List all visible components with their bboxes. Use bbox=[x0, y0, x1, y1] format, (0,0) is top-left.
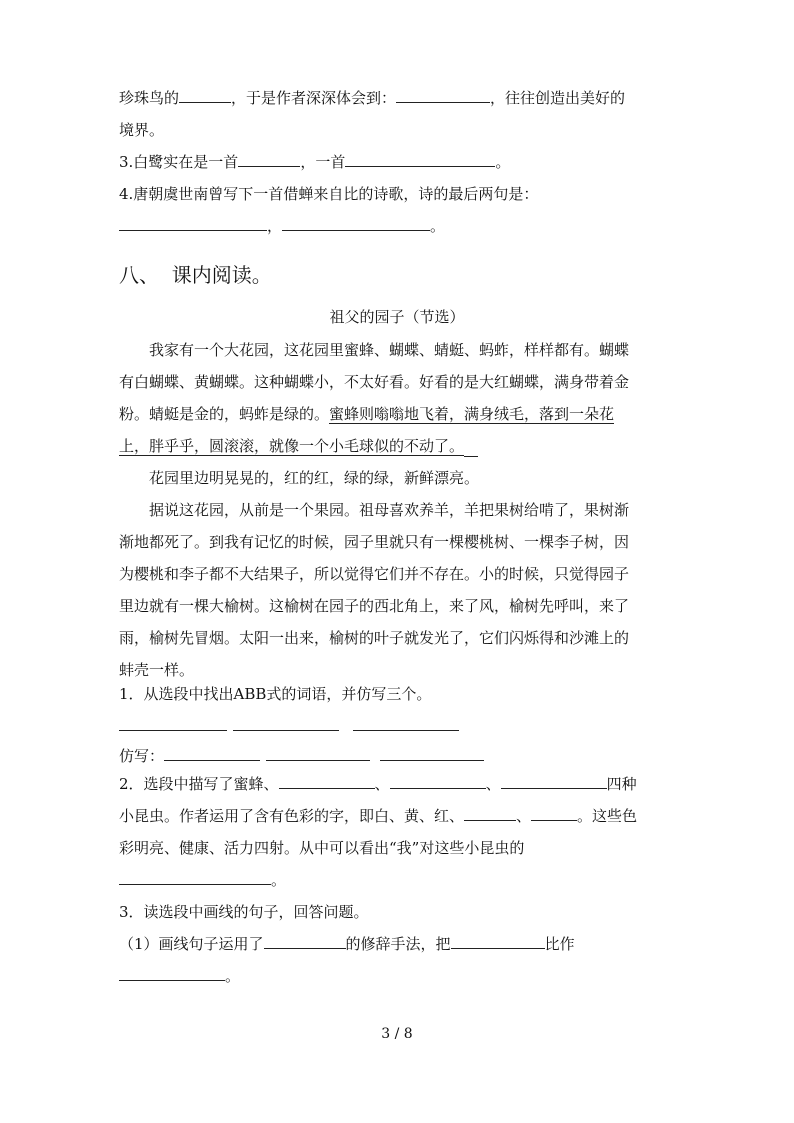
answer-blank[interactable] bbox=[119, 870, 271, 885]
passage-line: 蚌壳一样。 bbox=[119, 661, 195, 679]
passage-line: 我家有一个大花园，这花园里蜜蜂、蝴蝶、蜻蜓、蚂蚱，样样都有。蝴蝶 bbox=[149, 341, 630, 359]
text-segment: 小昆虫。作者运用了含有色彩的字，即白、黄、红、 bbox=[119, 807, 465, 825]
passage-line: 雨，榆树先冒烟。太阳一出来，榆树的叶子就发光了，它们闪烁得和沙滩上的 bbox=[119, 629, 630, 647]
text-segment: 珍珠鸟的 bbox=[119, 89, 180, 107]
q1-imitate-line bbox=[119, 746, 484, 766]
text-segment: （1）画线句子运用了 bbox=[119, 935, 264, 953]
text-segment: 比作 bbox=[544, 935, 575, 953]
passage-line bbox=[119, 404, 614, 424]
q2-answer-line bbox=[119, 870, 286, 890]
underlined-sentence: 上，胖乎乎，圆滚滚，就像一个小毛球似的不动了。 bbox=[119, 437, 465, 455]
answer-blank[interactable] bbox=[179, 88, 231, 103]
answer-blank[interactable] bbox=[345, 152, 495, 167]
answer-blank[interactable] bbox=[451, 934, 545, 949]
answer-blank[interactable] bbox=[119, 716, 227, 731]
section-heading bbox=[119, 262, 272, 288]
underlined-sentence: 蜜蜂则嗡嗡地飞着，满身绒毛，落到一朵花 bbox=[329, 405, 615, 423]
passage-line: 有白蝴蝶、黄蝴蝶。这种蝴蝶小，不太好看。好看的是大红蝴蝶，满身带着金 bbox=[119, 373, 630, 391]
passage-line bbox=[119, 436, 478, 457]
q2-line-2 bbox=[119, 806, 637, 826]
answer-blank[interactable] bbox=[119, 216, 267, 231]
page-number: 3 / 8 bbox=[381, 1026, 413, 1042]
text-segment: 的修辞手法，把 bbox=[345, 935, 451, 953]
underline-extension bbox=[464, 436, 478, 457]
answer-blank[interactable] bbox=[279, 774, 375, 789]
question-4-answer-line bbox=[119, 216, 445, 236]
text-segment: 。 bbox=[430, 217, 446, 235]
answer-blank[interactable] bbox=[390, 774, 486, 789]
q2-continuation-line bbox=[119, 88, 625, 108]
answer-blank[interactable] bbox=[353, 716, 459, 731]
answer-blank[interactable] bbox=[238, 152, 300, 167]
reading-question-3: 3．读选段中画线的句子，回答问题。 bbox=[119, 903, 369, 921]
text-segment: 。 bbox=[495, 153, 511, 171]
reading-question-1: 1．从选段中找出ABB式的词语，并仿写三个。 bbox=[119, 685, 432, 703]
q3-sub-1 bbox=[119, 934, 575, 954]
section-number: 八、 bbox=[119, 263, 159, 287]
text-segment: 。这些色 bbox=[577, 807, 638, 825]
answer-blank[interactable] bbox=[266, 746, 370, 761]
answer-blank[interactable] bbox=[380, 746, 484, 761]
answer-blank[interactable] bbox=[501, 774, 607, 789]
section-title: 课内阅读。 bbox=[171, 263, 272, 287]
q2-line-3: 彩明亮、健康、活力四射。从中可以看出“我”对这些小昆虫的 bbox=[119, 839, 525, 857]
passage-line: 据说这花园，从前是一个果园。祖母喜欢养羊，羊把果树给啃了，果树渐 bbox=[149, 501, 630, 519]
reading-question-2 bbox=[119, 774, 637, 794]
answer-blank[interactable] bbox=[264, 934, 346, 949]
text-segment: 四种 bbox=[606, 775, 637, 793]
text-segment: 、 bbox=[374, 775, 390, 793]
text-segment: ，一首 bbox=[300, 153, 346, 171]
answer-blank[interactable] bbox=[464, 806, 516, 821]
text-segment: 2．选段中描写了蜜蜂、 bbox=[119, 775, 279, 793]
question-4: 4.唐朝虞世南曾写下一首借蝉来自比的诗歌，诗的最后两句是： bbox=[119, 185, 539, 203]
text-segment: 3.白鹭实在是一首 bbox=[119, 153, 239, 171]
q1-answer-line bbox=[119, 716, 459, 736]
text-segment: ， bbox=[267, 217, 283, 235]
answer-blank[interactable] bbox=[119, 966, 225, 981]
answer-blank[interactable] bbox=[164, 746, 260, 761]
text-segment: 。 bbox=[225, 967, 241, 985]
answer-blank[interactable] bbox=[282, 216, 430, 231]
answer-blank[interactable] bbox=[396, 88, 490, 103]
text-segment: ，往往创造出美好的 bbox=[490, 89, 626, 107]
passage-title: 祖父的园子（节选） bbox=[329, 308, 465, 326]
answer-blank[interactable] bbox=[531, 806, 577, 821]
question-3 bbox=[119, 152, 510, 172]
text-segment: 粉。蜻蜓是金的，蚂蚱是绿的。 bbox=[119, 405, 330, 423]
q3-sub-1-answer-line bbox=[119, 966, 240, 986]
text-segment: 、 bbox=[485, 775, 501, 793]
text-segment: 、 bbox=[516, 807, 532, 825]
answer-blank[interactable] bbox=[233, 716, 339, 731]
passage-line: 渐地都死了。到我有记忆的时候，园子里就只有一棵樱桃树、一棵李子树，因 bbox=[119, 533, 630, 551]
text-segment: ，于是作者深深体会到： bbox=[231, 89, 397, 107]
passage-line: 里边就有一棵大榆树。这榆树在园子的西北角上，来了风，榆树先呼叫，来了 bbox=[119, 597, 630, 615]
passage-line: 为樱桃和李子都不大结果子，所以觉得它们并不存在。小的时候，只觉得园子 bbox=[119, 565, 630, 583]
passage-line: 花园里边明晃晃的，红的红，绿的绿，新鲜漂亮。 bbox=[149, 469, 480, 487]
text-segment: 。 bbox=[271, 871, 287, 889]
q2-continuation-end: 境界。 bbox=[119, 121, 165, 139]
text-segment: 仿写： bbox=[119, 747, 165, 765]
